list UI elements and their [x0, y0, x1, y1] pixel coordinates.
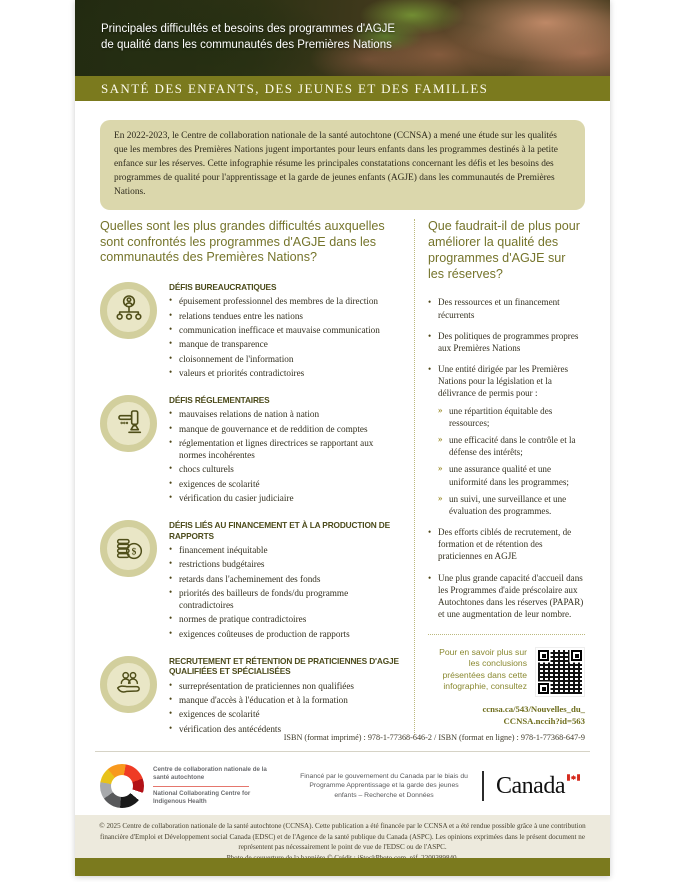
section-funding	[100, 520, 400, 640]
section-title: DÉFIS LIÉS AU FINANCEMENT ET À LA PRODUCTION DE RAPPORTS	[169, 520, 390, 541]
bullet: • valeurs et priorités contradictoires	[169, 367, 380, 379]
copyright-text: © 2025 Centre de collaboration nationale de la santé autochtone (CCNSA). Cette publication a été financée par le CCNSA et a été rendue possible grâce à une contribution financière d'Emploi et Développement social Canada (EDSC) et de l'Agence de la santé publique du Canada (ASPC). Les opinions exprimées dans le présent document ne représentent pas nécessairement le point de vue de l'EDSC ou de l'ASPC.	[99, 822, 586, 852]
ccnsa-logo-rule	[153, 786, 249, 787]
bullet: • exigences coûteuses de production de rapports	[169, 628, 400, 640]
need-item: • Des ressources et un financement récurrents	[428, 296, 585, 320]
bullet: • communication inefficace et mauvaise communication	[169, 324, 380, 336]
bullet: • chocs culturels	[169, 463, 400, 475]
bullet: • cloisonnement de l'information	[169, 353, 380, 365]
need-item-text: Une entité dirigée par les Premières Nations pour la législation et la délivrance de permis pour :	[438, 364, 569, 399]
bullet: • restrictions budgétaires	[169, 558, 400, 570]
need-sub-item: » un suivi, une surveillance et une évaluation des programmes.	[438, 493, 585, 517]
banner-title-line1: Principales difficultés et besoins des programmes d'AGJE	[101, 23, 396, 35]
qr-finder	[571, 650, 582, 661]
bullet: • retards dans l'acheminement des fonds	[169, 573, 400, 585]
challenges-column	[100, 219, 415, 735]
gavel-icon	[100, 395, 157, 452]
section-title: DÉFIS RÉGLEMENTAIRES	[169, 394, 270, 405]
section-recruitment	[100, 656, 400, 735]
section-bullets	[169, 544, 400, 640]
need-item: • Des politiques de programmes propres aux Premières Nations	[428, 330, 585, 354]
bullet: • épuisement professionnel des membres de la direction	[169, 295, 380, 307]
bullet: • financement inéquitable	[169, 544, 400, 556]
dotted-divider	[428, 634, 585, 635]
fine-print	[75, 815, 610, 858]
need-sub-list	[438, 405, 585, 517]
section-bureaucratic	[100, 282, 400, 379]
bullet: • mauvaises relations de nation à nation	[169, 408, 400, 420]
footer-divider	[482, 771, 484, 801]
banner-photo	[75, 0, 610, 76]
bullet: • manque d'accès à l'éducation et à la formation	[169, 694, 400, 706]
section-title: RECRUTEMENT ET RÉTENTION DE PRATICIENNES D'AGJE QUALIFIÉES ET SPÉCIALISÉES	[169, 655, 399, 677]
section-bullets	[169, 408, 400, 504]
canada-wordmark: Canada	[496, 773, 579, 800]
svg-text:$: $	[131, 547, 136, 558]
need-item	[428, 363, 585, 517]
org-chart-icon	[100, 282, 157, 339]
coins-icon	[100, 520, 157, 577]
intro-text: En 2022-2023, le Centre de collaboration nationale de la santé autochtone (CCNSA) a mené une étude sur les qualités que les membres des Premières Nations jugent importantes pour leurs enfants dans les programmes destinés à la petite enfance sur les réserves. Cette infographie résume les principales constatations concernant les défis et les besoins des programmes de qualité pour l'apprentissage et la garde de jeunes enfants (AGJE) dans les communautés de Premières Nations.	[114, 131, 558, 198]
intro-box	[100, 120, 585, 210]
needs-column	[415, 219, 585, 735]
left-question: Quelles sont les plus grandes difficultés auxquelles sont confrontés les programmes d'AGJE dans les communautés des Premières Nations?	[100, 219, 385, 265]
footer-rule	[95, 751, 590, 752]
banner-title	[101, 21, 395, 54]
category-band-title: SANTÉ DES ENFANTS, DES JEUNES ET DES FAMILLES	[101, 81, 489, 96]
ccnsa-name-en: National Collaborating Centre for Indigenous Health	[153, 789, 251, 805]
isbn-line: ISBN (format imprimé) : 978-1-77368-646-2 / ISBN (format en ligne) : 978-1-77368-647-9	[283, 733, 585, 742]
footer	[100, 760, 585, 812]
bullet: • réglementation et lignes directrices se rapportant aux normes incohérentes	[169, 437, 400, 461]
ccnsa-link-line1[interactable]: ccnsa.ca/543/Nouvelles_du_	[482, 704, 585, 715]
right-question: Que faudrait-il de plus pour améliorer la qualité des programmes d'AGJE sur les réserves?	[428, 219, 580, 281]
section-bullets	[169, 295, 380, 379]
needs-list	[428, 296, 585, 620]
need-item: • Des efforts ciblés de recrutement, de formation et de rétention des praticiennes en AGJE	[428, 526, 585, 563]
ccnsa-link-line2[interactable]: CCNSA.nccih?id=563	[503, 715, 585, 726]
content-columns	[100, 219, 585, 735]
bottom-bar	[75, 858, 610, 876]
funding-statement: Financé par le gouvernement du Canada par le biais du Programme Apprentissage et la garde des jeunes enfants – Recherche et Données	[300, 773, 468, 799]
need-sub-item: » une assurance qualité et une uniformité dans les programmes;	[438, 463, 585, 487]
section-bullets	[169, 680, 400, 735]
qr-code	[535, 647, 585, 697]
banner-title-line2: de qualité dans les communautés des Premières Nations	[101, 39, 392, 52]
qr-finder	[538, 650, 549, 661]
qr-finder	[538, 683, 549, 694]
qr-caption: Pour en savoir plus sur les conclusions présentées dans cette infographie, consultez	[439, 647, 527, 691]
canada-flag-icon	[567, 774, 580, 781]
hand-people-icon	[100, 656, 157, 713]
ccnsa-link[interactable]	[428, 704, 585, 727]
bullet: • manque de transparence	[169, 338, 380, 350]
infographic-page	[75, 0, 610, 876]
ccnsa-swirl-logo	[100, 764, 144, 808]
section-title: DÉFIS BUREAUCRATIQUES	[169, 281, 277, 292]
need-item: • Une plus grande capacité d'accueil dans les Programmes d'aide préscolaire aux Autochtones dans les réserves (PAPAR) et une augmentation de leur nombre.	[428, 572, 585, 621]
bullet: • priorités des bailleurs de fonds/du programme contradictoires	[169, 587, 400, 611]
section-regulatory	[100, 395, 400, 504]
need-sub-item: » une efficacité dans le contrôle et la défense des intérêts;	[438, 434, 585, 458]
need-sub-item: » une répartition équitable des ressources;	[438, 405, 585, 429]
bullet: • relations tendues entre les nations	[169, 310, 380, 322]
bullet: • manque de gouvernance et de reddition de comptes	[169, 423, 400, 435]
bullet: • normes de pratique contradictoires	[169, 613, 400, 625]
ccnsa-name-fr: Centre de collaboration nationale de la santé autochtone	[153, 766, 267, 782]
ccnsa-logo-block	[100, 764, 282, 808]
bullet: • surreprésentation de praticiennes non qualifiées	[169, 680, 400, 692]
bullet: • vérification des antécédents	[169, 723, 400, 735]
bullet: • exigences de scolarité	[169, 478, 400, 490]
category-band	[75, 76, 610, 101]
bullet: • exigences de scolarité	[169, 708, 400, 720]
bullet: • vérification du casier judiciaire	[169, 492, 400, 504]
qr-block	[428, 647, 585, 697]
